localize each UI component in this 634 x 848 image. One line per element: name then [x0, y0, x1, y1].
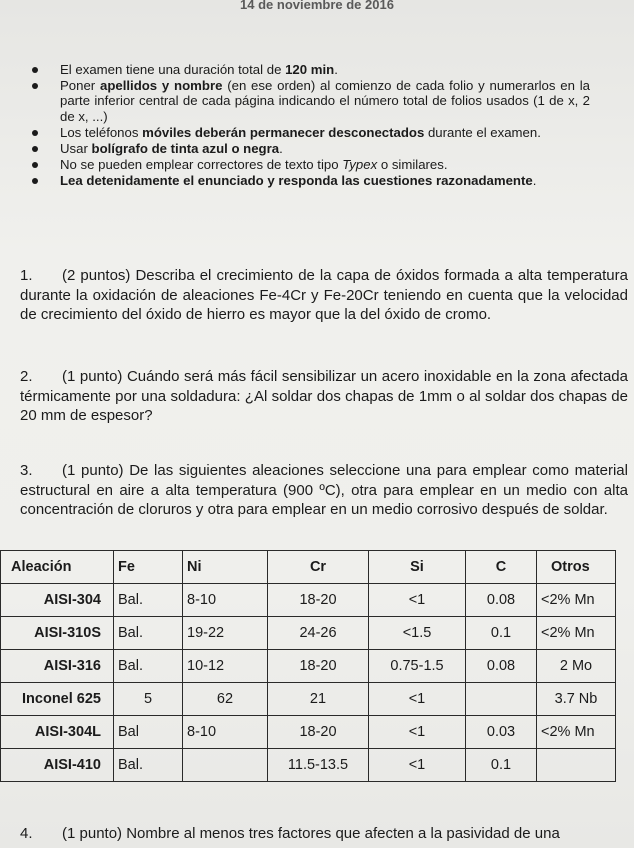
question-3: 3. (1 punto) De las siguientes aleaciones seleccione una para emplear como material estructural en aire a alta temperatura (900 ºC), otra para emplear en un medio con alta concentración de cloruros y otra para emplear en un medio corrosivo después de soldar.	[20, 462, 628, 518]
table-header-row	[1, 551, 616, 584]
table-row	[1, 749, 616, 782]
table-row	[1, 683, 616, 716]
table-cell: AISI-410	[1, 749, 114, 782]
column-header: Aleación	[1, 551, 114, 584]
table-cell: 3.7 Nb	[537, 683, 616, 716]
column-header: C	[466, 551, 537, 584]
instruction-item: Lea detenidamente el enunciado y responda las cuestiones razonadamente.	[30, 173, 590, 188]
table-cell: Bal.	[114, 617, 183, 650]
table-cell: Bal	[114, 716, 183, 749]
table-cell: 10-12	[183, 650, 268, 683]
column-header: Si	[369, 551, 466, 584]
bullet-icon	[32, 146, 38, 152]
instruction-item: El examen tiene una duración total de 120 min.	[30, 62, 590, 77]
table-cell: <1	[369, 716, 466, 749]
table-cell: AISI-304	[1, 584, 114, 617]
table-cell: <1	[369, 683, 466, 716]
table-cell: <2% Mn	[537, 584, 616, 617]
table-cell: 8-10	[183, 584, 268, 617]
bullet-icon	[32, 178, 38, 184]
table-cell: <2% Mn	[537, 716, 616, 749]
table-cell: AISI-316	[1, 650, 114, 683]
instruction-item: Poner apellidos y nombre (en ese orden) al comienzo de cada folio y numerarlos en la parte inferior central de cada página indicando el número total de folios usados (1 de x, 2 de x, ...)	[30, 78, 590, 124]
column-header: Otros	[537, 551, 616, 584]
table-cell: 0.75-1.5	[369, 650, 466, 683]
alloys-table	[0, 550, 616, 782]
table-cell: 0.08	[466, 650, 537, 683]
instruction-item: Los teléfonos móviles deberán permanecer desconectados durante el examen.	[30, 125, 590, 140]
exam-date: 14 de noviembre de 2016	[240, 0, 394, 12]
table-row	[1, 650, 616, 683]
question-4: 4. (1 punto) Nombre al menos tres factores que afecten a la pasividad de una	[20, 825, 560, 842]
table-cell: <1.5	[369, 617, 466, 650]
column-header: Cr	[268, 551, 369, 584]
table-cell: AISI-304L	[1, 716, 114, 749]
table-cell: 0.1	[466, 749, 537, 782]
table-cell: 19-22	[183, 617, 268, 650]
table-cell	[537, 749, 616, 782]
bullet-icon	[32, 130, 38, 136]
instructions-list	[30, 62, 590, 190]
table-cell: 62	[183, 683, 268, 716]
table-row	[1, 617, 616, 650]
bullet-icon	[32, 83, 38, 89]
table-row	[1, 584, 616, 617]
table-cell: 18-20	[268, 584, 369, 617]
table-cell: 5	[114, 683, 183, 716]
column-header: Ni	[183, 551, 268, 584]
instruction-item: Usar bolígrafo de tinta azul o negra.	[30, 141, 590, 156]
table-cell: 18-20	[268, 716, 369, 749]
table-cell: 0.08	[466, 584, 537, 617]
table-row	[1, 716, 616, 749]
table-cell: <1	[369, 584, 466, 617]
table-cell: Bal.	[114, 749, 183, 782]
table-cell: 0.03	[466, 716, 537, 749]
table-cell: 2 Mo	[537, 650, 616, 683]
table-cell: <2% Mn	[537, 617, 616, 650]
table-cell: 24-26	[268, 617, 369, 650]
table-cell: AISI-310S	[1, 617, 114, 650]
table-cell: 11.5-13.5	[268, 749, 369, 782]
question-1: 1. (2 puntos) Describa el crecimiento de la capa de óxidos formada a alta temperatura durante la oxidación de aleaciones Fe-4Cr y Fe-20Cr teniendo en cuenta que la velocidad de crecimiento del óxido de hierro es mayor que la del óxido de cromo.	[20, 267, 628, 323]
table-cell: Inconel 625	[1, 683, 114, 716]
question-2: 2. (1 punto) Cuándo será más fácil sensibilizar un acero inoxidable en la zona afectada térmicamente por una soldadura: ¿Al soldar dos chapas de 1mm o al soldar dos chapas de 20 mm de espesor?	[20, 368, 628, 424]
table-cell: 18-20	[268, 650, 369, 683]
table-cell: 0.1	[466, 617, 537, 650]
bullet-icon	[32, 67, 38, 73]
bullet-icon	[32, 162, 38, 168]
instruction-item: No se pueden emplear correctores de texto tipo Typex o similares.	[30, 157, 590, 172]
table-cell	[466, 683, 537, 716]
table-cell: 8-10	[183, 716, 268, 749]
table-cell: <1	[369, 749, 466, 782]
table-cell	[183, 749, 268, 782]
table-cell: Bal.	[114, 584, 183, 617]
table-cell: 21	[268, 683, 369, 716]
column-header: Fe	[114, 551, 183, 584]
table-cell: Bal.	[114, 650, 183, 683]
